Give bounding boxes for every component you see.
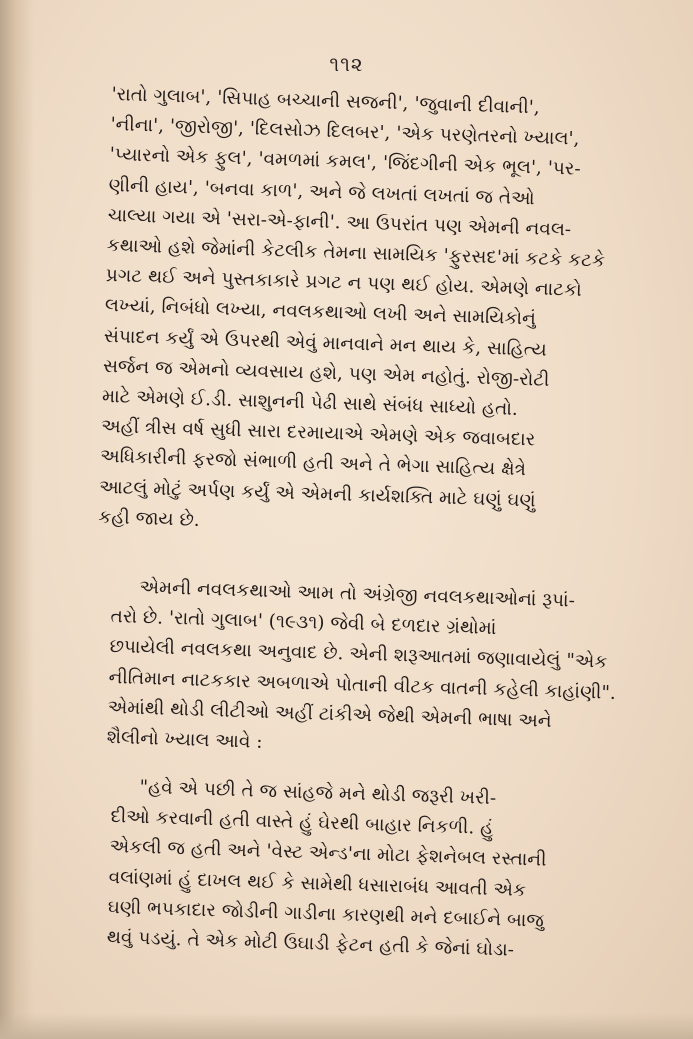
page-gutter-shadow bbox=[0, 0, 34, 1039]
text-line: એકલી જ હતી અને 'વેસ્ટ એન્ડ'ના મોટા ફેશનેબલ રસ્તાની bbox=[109, 836, 547, 872]
text-line: આટલું મોટું અર્પણ કર્યું એ એમની કાર્યશક્તિ માટે ઘણું ઘણું bbox=[98, 476, 536, 512]
text-line: થવું પડયું. તે એક મોટી ઉઘાડી ફેટન હતી કે જેનાં ઘોડા- bbox=[106, 926, 515, 961]
text-line: નીતિમાન નાટકકાર અબળાએ પોતાની વીટક વાતની કહેલી કાહાંણી". bbox=[108, 666, 617, 704]
text-line: એમાંથી થોડી લીટીઓ અહીં ટાંકીએ જેથી એમની ભાષા અને bbox=[107, 696, 552, 732]
text-line: 'પ્યારનો એક ફુલ', 'વમળમાં કમલ', 'જિંદગીની એક ભૂલ', 'પર- bbox=[109, 144, 581, 181]
text-line: છપાયેલી નવલકથા અનુવાદ છે. એની શરૂઆતમાં જણાવાયેલું "એક bbox=[109, 636, 608, 674]
page-bottom-edge bbox=[0, 1013, 693, 1039]
text-line: ઘણી ભપકાદાર જોડીની ગાડીના કારણથી મને દબાઈને બાજુ bbox=[107, 896, 545, 932]
text-line: પ્રગટ થઈ અને પુસ્તકાકારે પ્રગટ ન પણ થઈ હોય. એમણે નાટકો bbox=[105, 265, 582, 302]
text-line: તરો છે. 'રાતો ગુલાબ' (૧૯૩૧) જેવી બે દળદાર ગ્રંથોમાં bbox=[110, 606, 497, 640]
text-line: દીઓ કરવાની હતી વાસ્તે હું ઘેરથી બાહાર નિકળી. હું bbox=[110, 806, 494, 840]
paragraph-2 bbox=[106, 572, 651, 770]
text-line: 'રાતો ગુલાબ', 'સિપાહ બચ્ચાની સજની', 'જુવાની દીવાની', bbox=[111, 83, 540, 119]
text-line: સંપાદન કર્યું એ ઉપરથી એવું માનવાને મન થાય કે, સાહિત્ય bbox=[103, 325, 548, 361]
text-line: અહીં ત્રીસ વર્ષ સુધી સારા દરમાયાએ એમણે એક જવાબદાર bbox=[100, 416, 536, 451]
text-line: શૈલીનો ખ્યાલ આવે : bbox=[106, 726, 263, 753]
text-line: અધિકારીની ફરજો સંભાળી હતી અને તે ભેગા સાહિત્ય ક્ષેત્રે bbox=[99, 446, 527, 481]
text-line: ણીની હાય', 'બનવા કાળ', અને જે લખતાં લખતાં જ તેઓ bbox=[108, 174, 535, 209]
text-line: એમની નવલકથાઓ આમ તો અંગ્રેજી નવલકથાઓનાં રૂપાં- bbox=[139, 576, 576, 612]
text-line: 'નીના', 'જીરોજી', 'દિલસોઝ દિલબર', 'એક પરણેતરનો ખ્યાલ', bbox=[110, 114, 580, 150]
text-line: કથાઓ હશે જેમાંની કેટલીક તેમના સામયિક 'ફુરસદ'માં કટકે કટકે bbox=[106, 234, 606, 272]
text-line: માટે એમણે ઈ.ડી. સાશુનની પેઢી સાથે સંબંધ સાધ્યો હતો. bbox=[101, 385, 519, 420]
quoted-passage bbox=[106, 772, 651, 970]
text-line: ચાલ્યા ગયા એ 'સરા-એ-ફાની'. આ ઉપરાંત પણ એમની નવલ- bbox=[107, 204, 572, 241]
text-line: "હવે એ પછી તે જ સાંહજે મને થોડી જરૂરી ખરી- bbox=[139, 776, 497, 810]
page-number: ૧૧૨ bbox=[329, 52, 364, 76]
paragraph-1 bbox=[98, 80, 652, 550]
text-line: લખ્યાં, નિબંધો લખ્યા, નવલકથાઓ લખી અને સામયિકોનું bbox=[104, 295, 537, 330]
text-line: સર્જન જ એમનો વ્યવસાય હશે, પણ એમ નહોતું. રોજી-રોટી bbox=[102, 355, 550, 391]
text-line: કહી જાય છે. bbox=[97, 506, 201, 531]
text-line: વલાંણમાં હું દાખલ થઈ કે સામેથી ધસારાબંધ આવતી એક bbox=[108, 866, 527, 901]
